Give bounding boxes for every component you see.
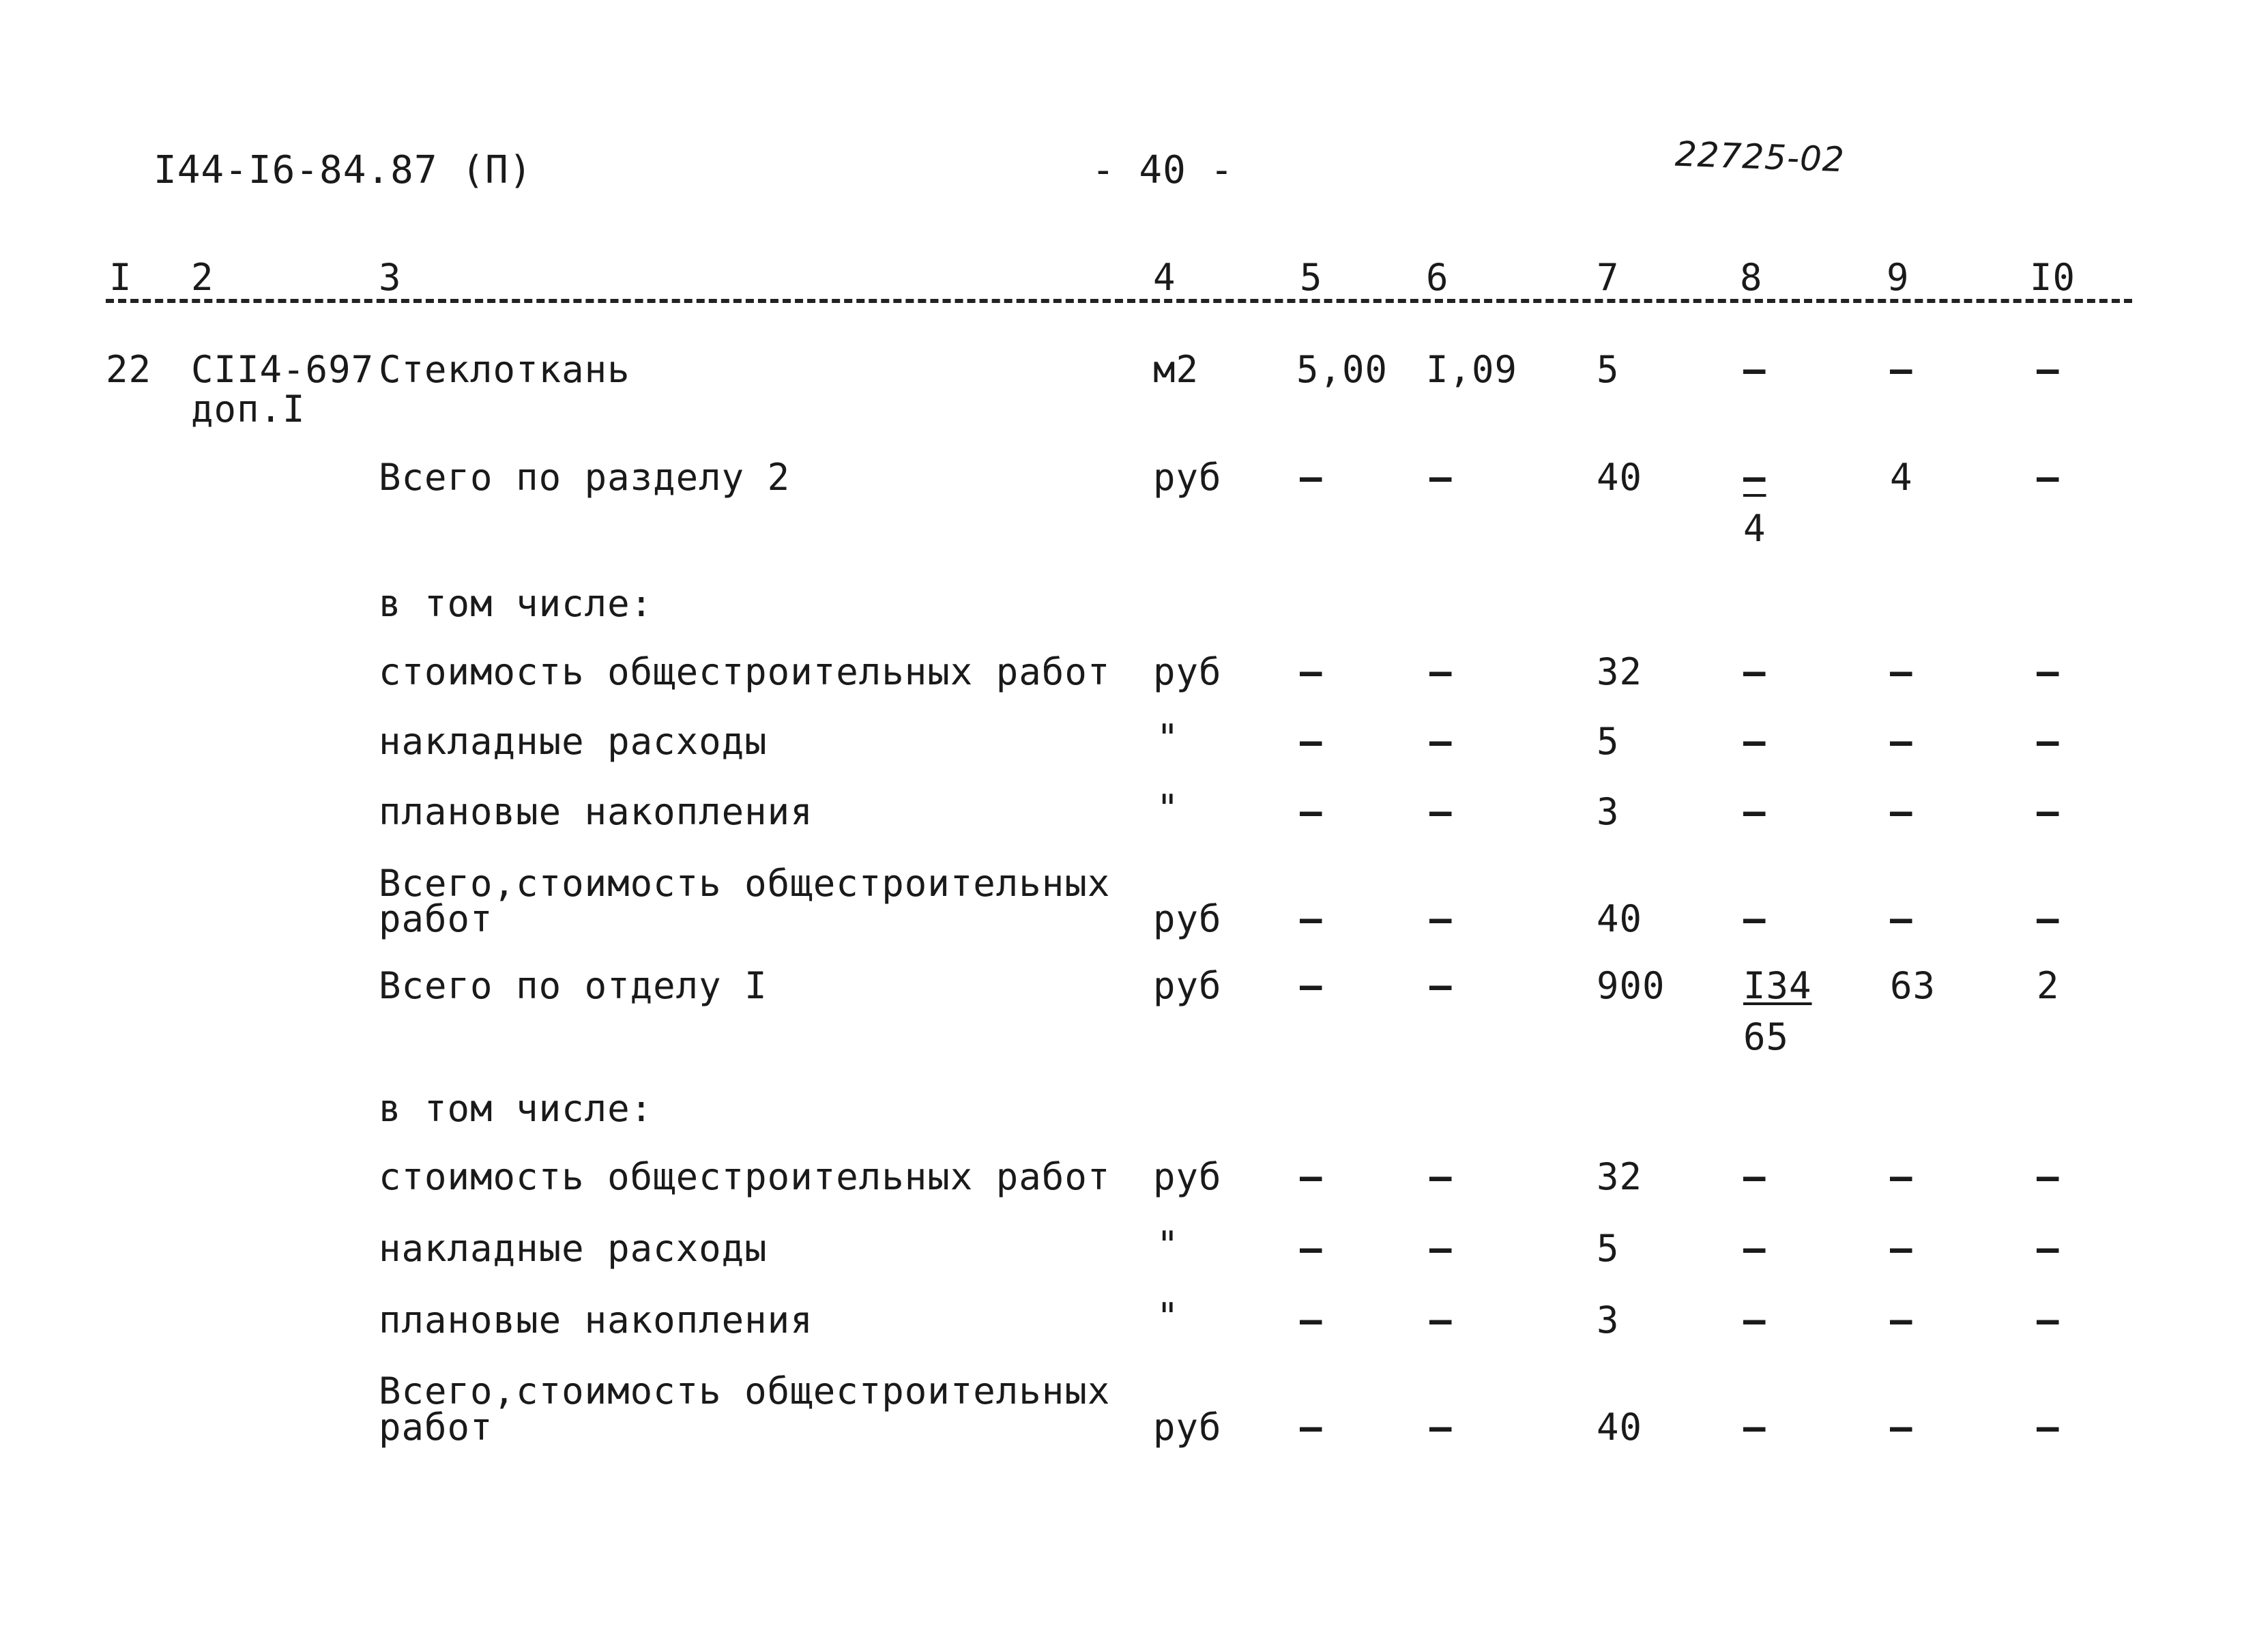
row-b2-label: накладные расходы [379,1227,768,1270]
total-a-col9: – [1890,897,1913,940]
row-b1-col6: – [1429,1155,1453,1198]
column-header-3: 3 [379,256,402,299]
total-a-label-line1: Всего,стоимость общестроительных [379,862,1111,905]
total-b-col7: 40 [1597,1406,1643,1449]
row-b2-col5: – [1300,1227,1323,1270]
total-a-col6: – [1429,897,1453,940]
total-b-unit: руб [1153,1406,1222,1449]
row-a3-col8: – [1743,790,1766,833]
row-b3-col8: – [1743,1299,1766,1342]
row-b1-label: стоимость общестроительных работ [379,1155,1111,1198]
row-a1-col6: – [1429,650,1453,693]
row-a3-label: плановые накопления [379,790,813,833]
item-code: CII4-697 [191,348,375,391]
total-dept1-col9: 63 [1890,964,1936,1007]
row-a2-col10: – [2037,720,2060,763]
total-section2-col9: 4 [1890,456,1913,499]
row-a1-col7: 32 [1597,650,1643,693]
total-b-label-line2: работ [379,1406,493,1449]
row-a1-col10: – [2037,650,2060,693]
total-section2-col8-top: – [1743,456,1766,499]
row-b3-col7: 3 [1597,1299,1620,1342]
total-section2-col7: 40 [1597,456,1643,499]
column-header-10: I0 [2030,256,2076,299]
total-dept1-col7: 900 [1597,964,1665,1007]
page-number: - 40 - [1092,148,1234,192]
row-b3-col10: – [2037,1299,2060,1342]
item-unit: м2 [1153,348,1199,391]
item-col6: I,09 [1426,348,1518,391]
column-header-1: I [109,256,132,299]
total-dept1-unit: руб [1153,964,1222,1007]
document-code: I44-I6-84.87 (П) [154,148,533,192]
total-a-unit: руб [1153,897,1222,940]
row-b2-col9: – [1890,1227,1913,1270]
total-dept1-col10: 2 [2037,964,2060,1007]
row-a3-col9: – [1890,790,1913,833]
column-header-6: 6 [1426,256,1449,299]
row-b2-col6: – [1429,1227,1453,1270]
row-a1-col8: – [1743,650,1766,693]
row-a3-col6: – [1429,790,1453,833]
total-b-col6: – [1429,1406,1453,1449]
row-b3-col5: – [1300,1299,1323,1342]
row-b3-unit: " [1156,1295,1180,1338]
total-section2-col5: – [1300,456,1323,499]
row-b2-col10: – [2037,1227,2060,1270]
row-a2-col8: – [1743,720,1766,763]
total-section2-label: Всего по разделу 2 [379,456,791,499]
item-name: Стеклоткань [379,348,630,391]
item-col8: – [1743,348,1766,391]
registration-stamp: 22725-02 [1674,134,1846,180]
column-header-8: 8 [1740,256,1763,299]
total-b-label-line1: Всего,стоимость общестроительных [379,1370,1111,1412]
item-code-sub: доп.I [191,388,306,431]
total-a-col7: 40 [1597,897,1643,940]
column-header-2: 2 [191,256,214,299]
column-header-4: 4 [1153,256,1176,299]
total-b-col9: – [1890,1406,1913,1449]
total-dept1-label: Всего по отделу I [379,964,768,1007]
row-a1-label: стоимость общестроительных работ [379,650,1111,693]
column-header-5: 5 [1300,256,1323,299]
total-a-col8: – [1743,897,1766,940]
row-a2-col6: – [1429,720,1453,763]
row-b1-col5: – [1300,1155,1323,1198]
row-b1-col9: – [1890,1155,1913,1198]
column-header-9: 9 [1887,256,1910,299]
row-b2-col8: – [1743,1227,1766,1270]
in-that-heading-b: в том числе: [379,1087,654,1130]
item-col9: – [1890,348,1913,391]
row-a1-unit: руб [1153,650,1222,693]
row-b2-unit: " [1156,1223,1180,1266]
row-a3-col7: 3 [1597,790,1620,833]
total-a-col5: – [1300,897,1323,940]
total-b-col5: – [1300,1406,1323,1449]
row-a2-col5: – [1300,720,1323,763]
row-b1-col10: – [2037,1155,2060,1198]
total-a-label-line2: работ [379,897,493,940]
row-a3-col10: – [2037,790,2060,833]
total-dept1-col8-bottom: 65 [1743,1015,1790,1058]
item-number: 22 [106,348,152,391]
total-section2-col6: – [1429,456,1453,499]
total-b-col8: – [1743,1406,1766,1449]
row-b1-col8: – [1743,1155,1766,1198]
total-dept1-col8-top: I34 [1743,964,1812,1007]
total-section2-unit: руб [1153,456,1222,499]
item-col10: – [2037,348,2060,391]
row-a2-col9: – [1890,720,1913,763]
row-a3-unit: " [1156,787,1180,830]
total-a-col10: – [2037,897,2060,940]
total-dept1-col6: – [1429,964,1453,1007]
row-a2-label: накладные расходы [379,720,768,763]
row-b1-col7: 32 [1597,1155,1643,1198]
row-a2-unit: " [1156,716,1180,759]
row-a2-col7: 5 [1597,720,1620,763]
header-dashed-rule [106,299,2132,303]
total-section2-col8-bottom: 4 [1743,507,1766,550]
item-col5: 5,00 [1296,348,1388,391]
total-dept1-col5: – [1300,964,1323,1007]
row-a1-col5: – [1300,650,1323,693]
row-b1-unit: руб [1153,1155,1222,1198]
row-b3-label: плановые накопления [379,1299,813,1342]
column-header-7: 7 [1597,256,1620,299]
row-a1-col9: – [1890,650,1913,693]
row-b3-col9: – [1890,1299,1913,1342]
total-section2-col10: – [2037,456,2060,499]
total-b-col10: – [2037,1406,2060,1449]
item-col7: 5 [1597,348,1620,391]
row-a3-col5: – [1300,790,1323,833]
in-that-heading-a: в том числе: [379,582,654,625]
row-b2-col7: 5 [1597,1227,1620,1270]
row-b3-col6: – [1429,1299,1453,1342]
